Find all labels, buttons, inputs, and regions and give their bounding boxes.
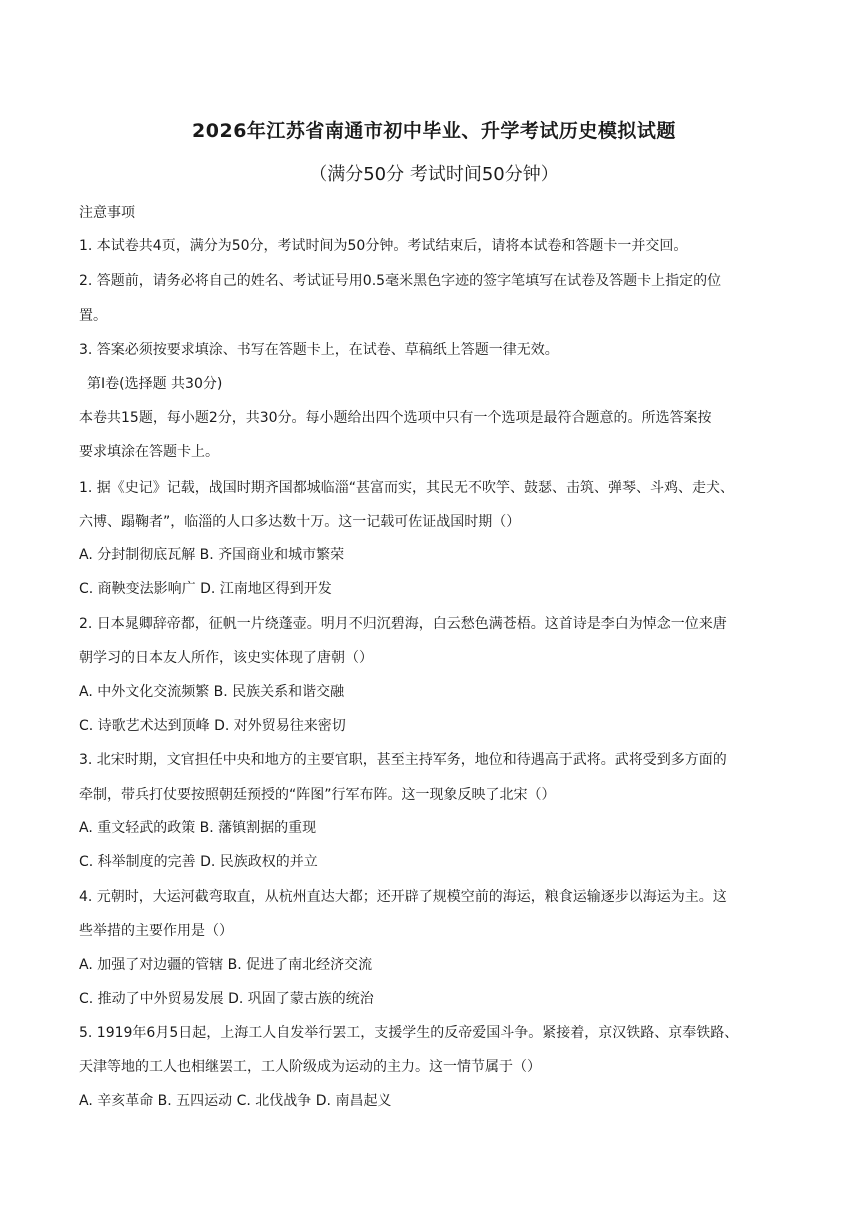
notice-item-continued: 置。	[79, 308, 107, 324]
question-1-stem: 1. 据《史记》记载，战国时期齐国都城临淄“甚富而实，其民无不吹竽、鼓瑟、击筑、弹琴、斗鸡、走犬、	[79, 480, 735, 496]
question-1-stem: 六博、蹋鞠者”，临淄的人口多达数十万。这一记载可佐证战国时期（）	[79, 514, 521, 530]
notice-item: 3. 答案必须按要求填涂、书写在答题卡上，在试卷、草稿纸上答题一律无效。	[79, 342, 559, 358]
question-5-stem: 5. 1919年6月5日起，上海工人自发举行罢工，支援学生的反帝爱国斗争。紧接着，京汉铁路、京奉铁路、	[79, 1025, 739, 1041]
question-2-stem: 2. 日本晁卿辞帝都，征帆一片绕蓬壶。明月不归沉碧海，白云愁色满苍梧。这首诗是李白为悼念一位来唐	[79, 616, 727, 632]
notice-heading: 注意事项	[79, 205, 135, 221]
notice-item: 2. 答题前，请务必将自己的姓名、考试证号用0.5毫米黑色字迹的签字笔填写在试卷及答题卡上指定的位	[79, 273, 722, 289]
section-heading: 第Ⅰ卷(选择题 共30分)	[87, 376, 223, 392]
question-1-options: A. 分封制彻底瓦解 B. 齐国商业和城市繁荣	[79, 547, 345, 563]
question-2-stem: 朝学习的日本友人所作，该史实体现了唐朝（）	[79, 650, 373, 666]
question-3-stem: 牵制，带兵打仗要按照朝廷预授的“阵图”行军布阵。这一现象反映了北宋（）	[79, 787, 556, 803]
question-4-options: A. 加强了对边疆的管辖 B. 促进了南北经济交流	[79, 957, 373, 973]
question-3-options: C. 科举制度的完善 D. 民族政权的并立	[79, 854, 318, 870]
exam-title: 2026年江苏省南通市初中毕业、升学考试历史模拟试题	[192, 120, 676, 142]
question-2-options: C. 诗歌艺术达到顶峰 D. 对外贸易往来密切	[79, 718, 346, 734]
question-4-stem: 4. 元朝时，大运河截弯取直，从杭州直达大都；还开辟了规模空前的海运，粮食运输逐步以海运为主。这	[79, 889, 727, 905]
section-intro: 要求填涂在答题卡上。	[79, 444, 219, 460]
question-4-options: C. 推动了中外贸易发展 D. 巩固了蒙古族的统治	[79, 991, 374, 1007]
question-5-options: A. 辛亥革命 B. 五四运动 C. 北伐战争 D. 南昌起义	[79, 1093, 392, 1109]
exam-subtitle: （满分50分 考试时间50分钟）	[309, 164, 559, 185]
question-1-options: C. 商鞅变法影响广 D. 江南地区得到开发	[79, 581, 332, 597]
question-2-options: A. 中外文化交流频繁 B. 民族关系和谐交融	[79, 684, 345, 700]
question-3-stem: 3. 北宋时期，文官担任中央和地方的主要官职，甚至主持军务，地位和待遇高于武将。武将受到多方面的	[79, 752, 727, 768]
question-4-stem: 些举措的主要作用是（）	[79, 923, 233, 939]
question-3-options: A. 重文轻武的政策 B. 藩镇割据的重现	[79, 820, 317, 836]
notice-item: 1. 本试卷共4页，满分为50分，考试时间为50分钟。考试结束后，请将本试卷和答题卡一并交回。	[79, 238, 688, 254]
section-intro: 本卷共15题，每小题2分，共30分。每小题给出四个选项中只有一个选项是最符合题意的。所选答案按	[79, 410, 712, 426]
question-5-stem: 天津等地的工人也相继罢工，工人阶级成为运动的主力。这一情节属于（）	[79, 1059, 541, 1075]
